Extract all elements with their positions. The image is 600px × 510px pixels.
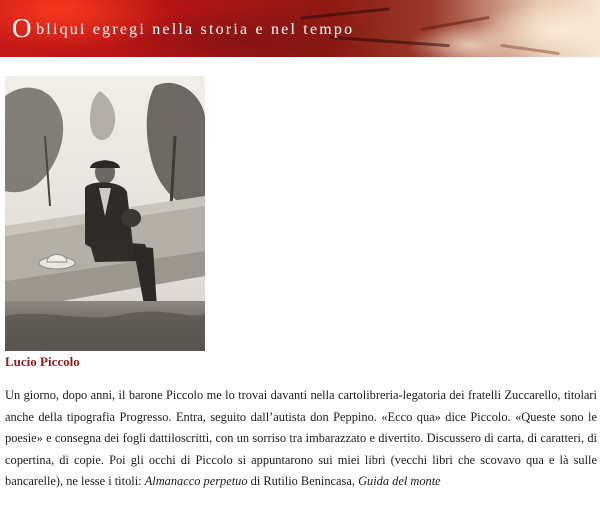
book-title: Almanacco perpetuo (144, 474, 248, 489)
article-text: di Rutilio Benincasa, (247, 474, 359, 489)
banner-title (12, 15, 354, 42)
article-text: Un giorno, dopo anni, il barone Piccolo me lo trovai davanti nella cartolibreria-legatoria dei fratelli Zuccarello, titolari anche della tipografia Progresso. Entra, seguito dall’autista don Peppino. «Ecco qua» dice Piccolo. «Queste sono le poesie» e consegna dei fogli dattiloscritti, con un sorriso tra imbarazzato e divertito. Discussero di carta, di caratteri, di copertina, di copie. Poi gli occhi di Piccolo si appuntarono sui miei libri (vecchi libri che scovavo qua e là sulle bancarelle), ne lesse i titoli: (5, 388, 597, 489)
portrait-photo (5, 76, 205, 351)
article-paragraph (5, 385, 597, 493)
banner-title-text: bliqui egregi nella storia e nel tempo (36, 21, 355, 38)
banner-title-initial: O (12, 13, 34, 43)
book-title: Guida del monte (358, 474, 441, 489)
portrait-photo-image (5, 76, 205, 351)
banner-brush-stroke (420, 16, 489, 31)
photo-caption: Lucio Piccolo (5, 354, 80, 369)
banner-brush-stroke (500, 44, 560, 55)
header-banner (0, 0, 600, 57)
